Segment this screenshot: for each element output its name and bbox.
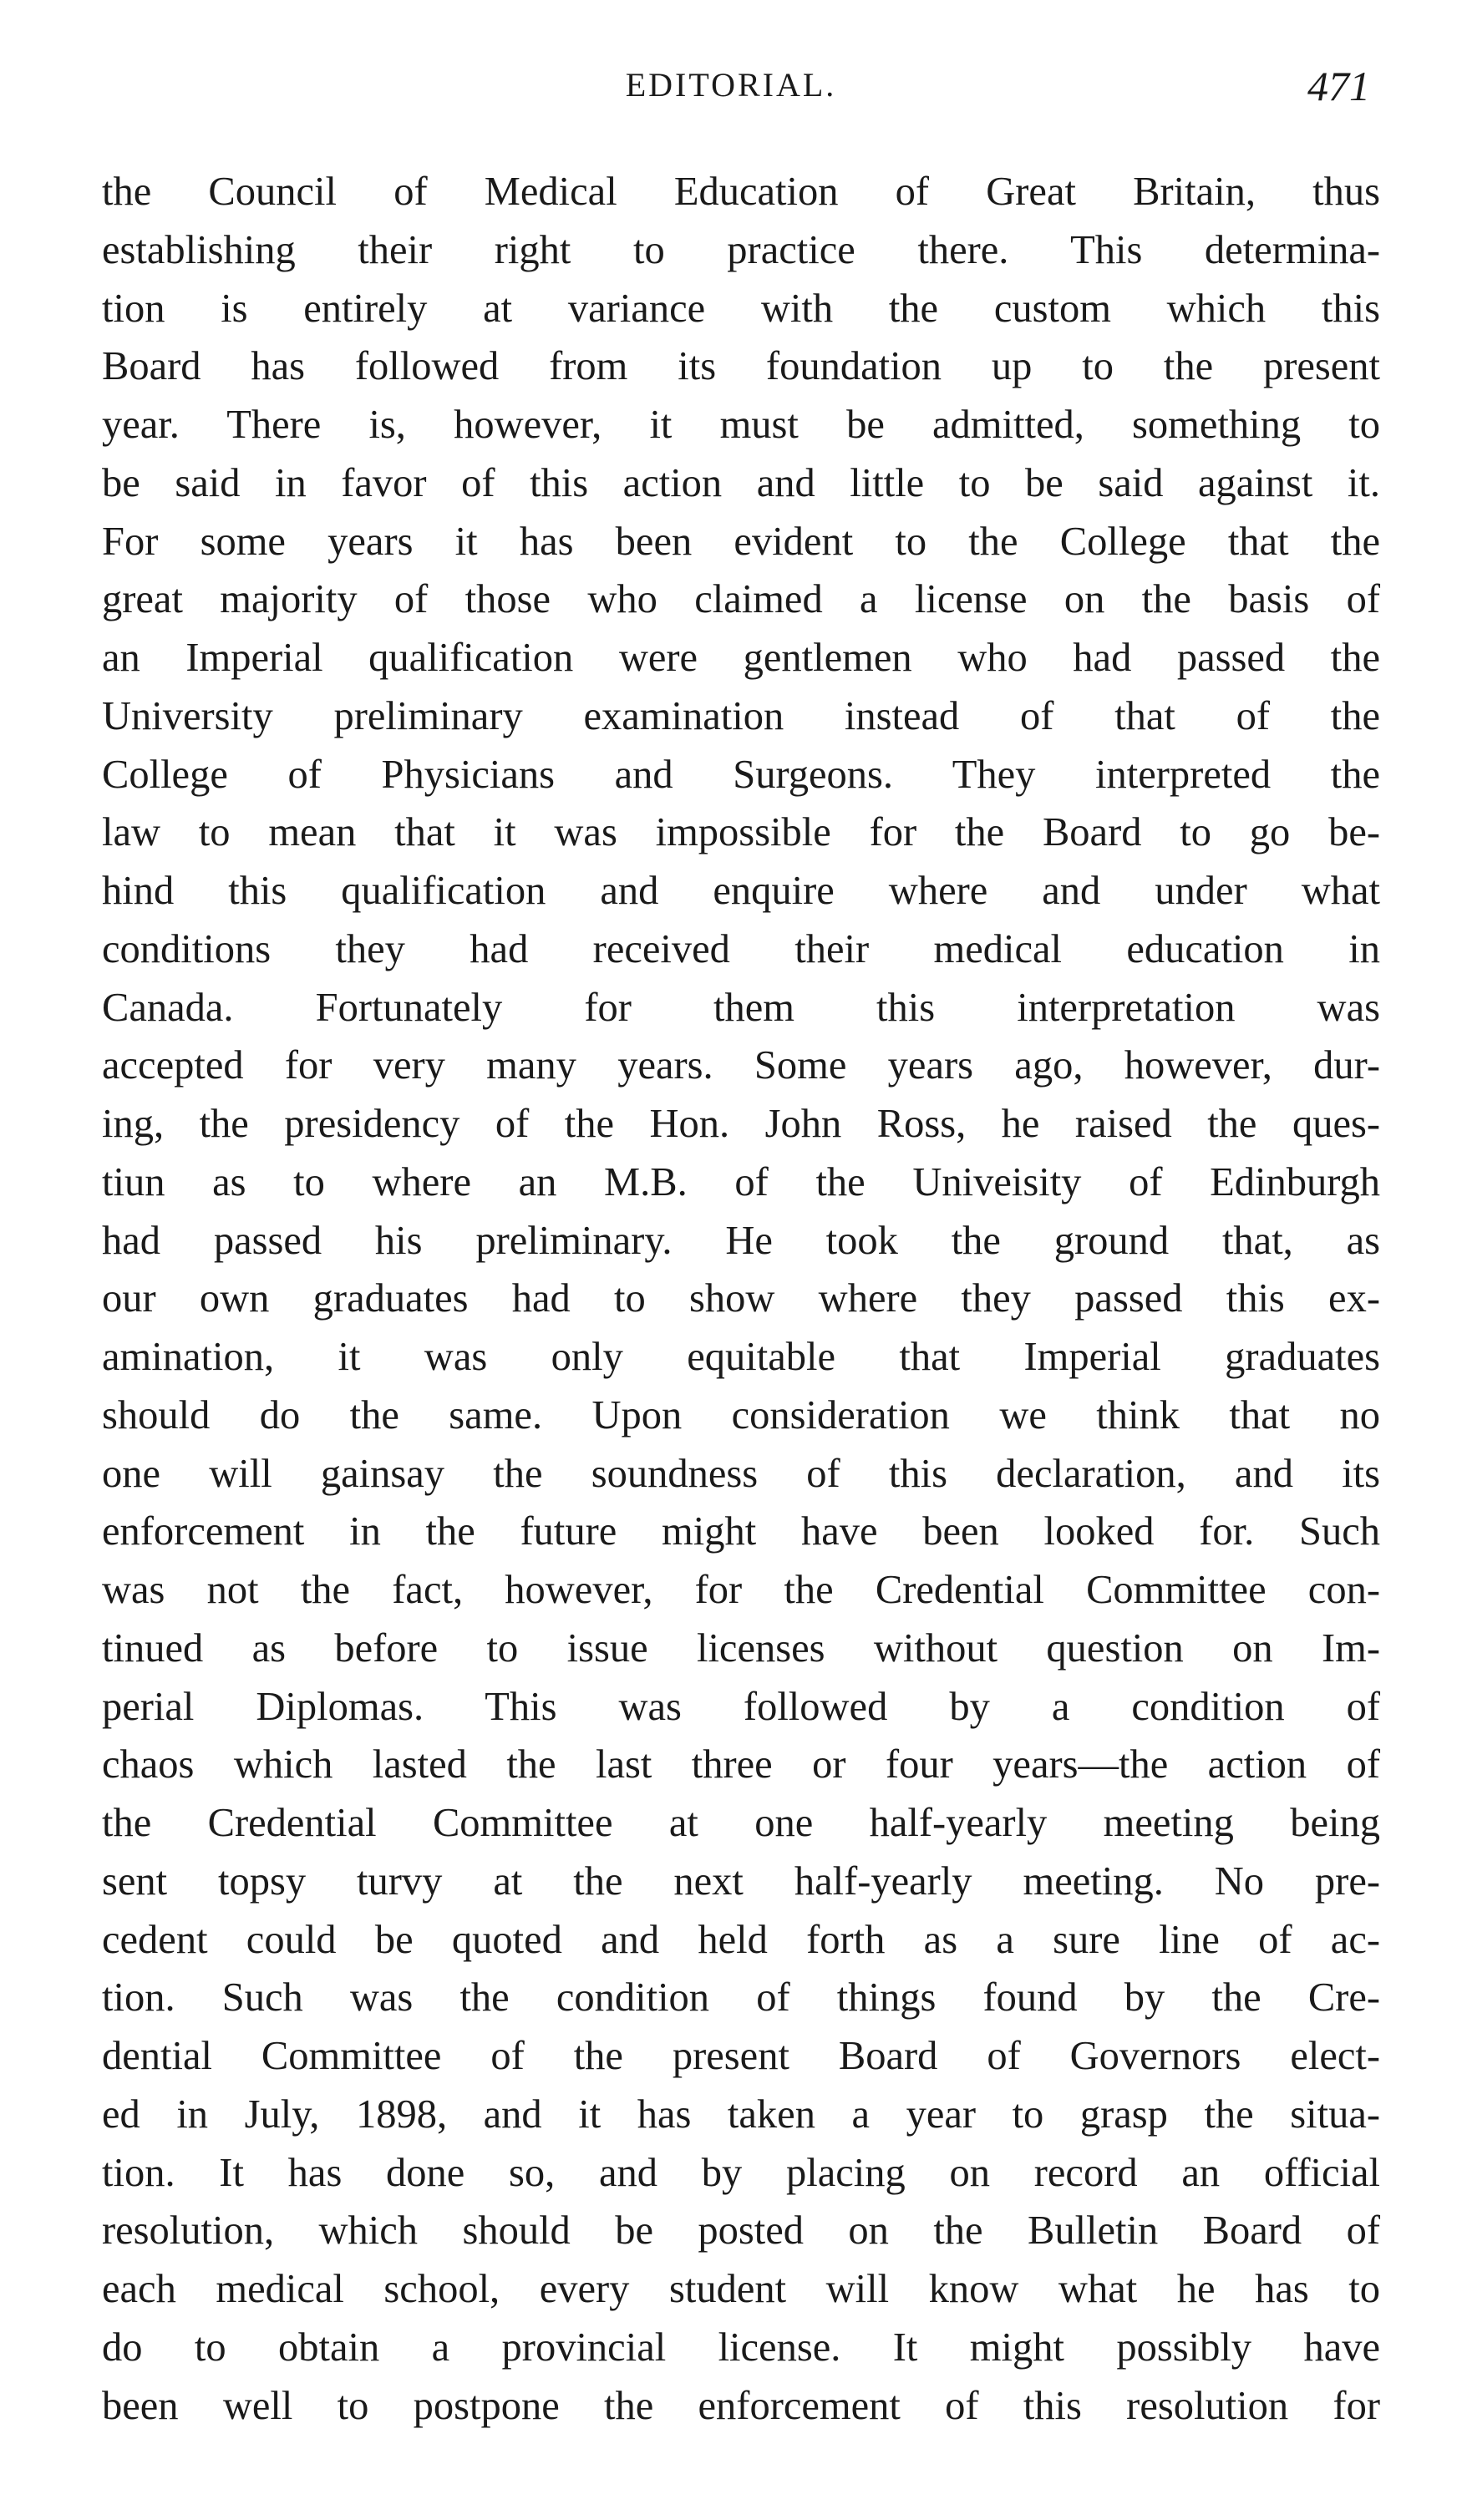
- text-line: tinued as before to issue licenses without question on Im-: [102, 1625, 1380, 1671]
- text-line: year. There is, however, it must be admitted, something to: [102, 403, 1380, 447]
- text-line: been well to postpone the enforcement of this resolution for: [102, 2383, 1380, 2428]
- text-line: law to mean that it was impossible for the Board to go be-: [102, 810, 1380, 855]
- text-line: should do the same. Upon consideration we think that no: [102, 1392, 1380, 1437]
- text-line: For some years it has been evident to the College that the: [102, 519, 1380, 564]
- text-line: hind this qualification and enquire where and under what: [102, 869, 1380, 913]
- text-line: chaos which lasted the last three or four years—the action of: [102, 1742, 1380, 1787]
- text-line: tion is entirely at variance with the custom which this: [102, 286, 1380, 331]
- text-line: our own graduates had to show where they passed this ex-: [102, 1276, 1380, 1321]
- text-line: dential Committee of the present Board of Governors elect-: [102, 2034, 1380, 2078]
- text-line: amination, it was only equitable that Imperial graduates: [102, 1335, 1380, 1379]
- text-line: ing, the presidency of the Hon. John Ross, he raised the ques-: [102, 1102, 1380, 1146]
- running-head: [0, 65, 1462, 124]
- text-line: each medical school, every student will know what he has to: [102, 2267, 1380, 2311]
- text-line: the Credential Committee at one half-yearly meeting being: [102, 1801, 1380, 1845]
- text-line: be said in favor of this action and little to be said against it.: [102, 460, 1380, 505]
- text-line: conditions they had received their medical education in: [102, 926, 1380, 971]
- text-line: Canada. Fortunately for them this interpretation was: [102, 985, 1380, 1030]
- text-line: tion. It has done so, and by placing on record an official: [102, 2150, 1380, 2195]
- text-line: College of Physicians and Surgeons. They interpreted the: [102, 752, 1380, 797]
- text-line: cedent could be quoted and held forth as a sure line of ac-: [102, 1917, 1380, 1962]
- editorial-body: [102, 163, 1380, 2435]
- text-line: Board has followed from its foundation up to the present: [102, 344, 1380, 389]
- text-line: University preliminary examination instead of that of the: [102, 693, 1380, 738]
- text-line: one will gainsay the soundness of this declaration, and its: [102, 1451, 1380, 1496]
- text-line: had passed his preliminary. He took the ground that, as: [102, 1218, 1380, 1263]
- text-line: resolution, which should be posted on the Bulletin Board of: [102, 2208, 1380, 2254]
- text-line: accepted for very many years. Some years ago, however, dur-: [102, 1043, 1380, 1088]
- text-line: was not the fact, however, for the Credential Committee con-: [102, 1568, 1380, 1612]
- page-number: 471: [1307, 63, 1370, 109]
- text-line: ed in July, 1898, and it has taken a year to grasp the situa-: [102, 2092, 1380, 2137]
- text-line: tion. Such was the condition of things found by the Cre-: [102, 1975, 1380, 2021]
- text-line: do to obtain a provincial license. It might possibly have: [102, 2325, 1380, 2370]
- text-line: tiun as to where an M.B. of the Univeisity of Edinburgh: [102, 1159, 1380, 1204]
- page-title: EDITORIAL.: [625, 66, 837, 104]
- text-line: enforcement in the future might have been looked for. Such: [102, 1509, 1380, 1554]
- text-line: sent topsy turvy at the next half-yearly meeting. No pre-: [102, 1858, 1380, 1904]
- text-line: an Imperial qualification were gentlemen who had passed the: [102, 636, 1380, 680]
- text-line: the Council of Medical Education of Great Britain, thus: [102, 170, 1380, 214]
- text-line: great majority of those who claimed a license on the basis of: [102, 577, 1380, 622]
- text-line: perial Diplomas. This was followed by a condition of: [102, 1684, 1380, 1729]
- text-line: establishing their right to practice there. This determina-: [102, 227, 1380, 272]
